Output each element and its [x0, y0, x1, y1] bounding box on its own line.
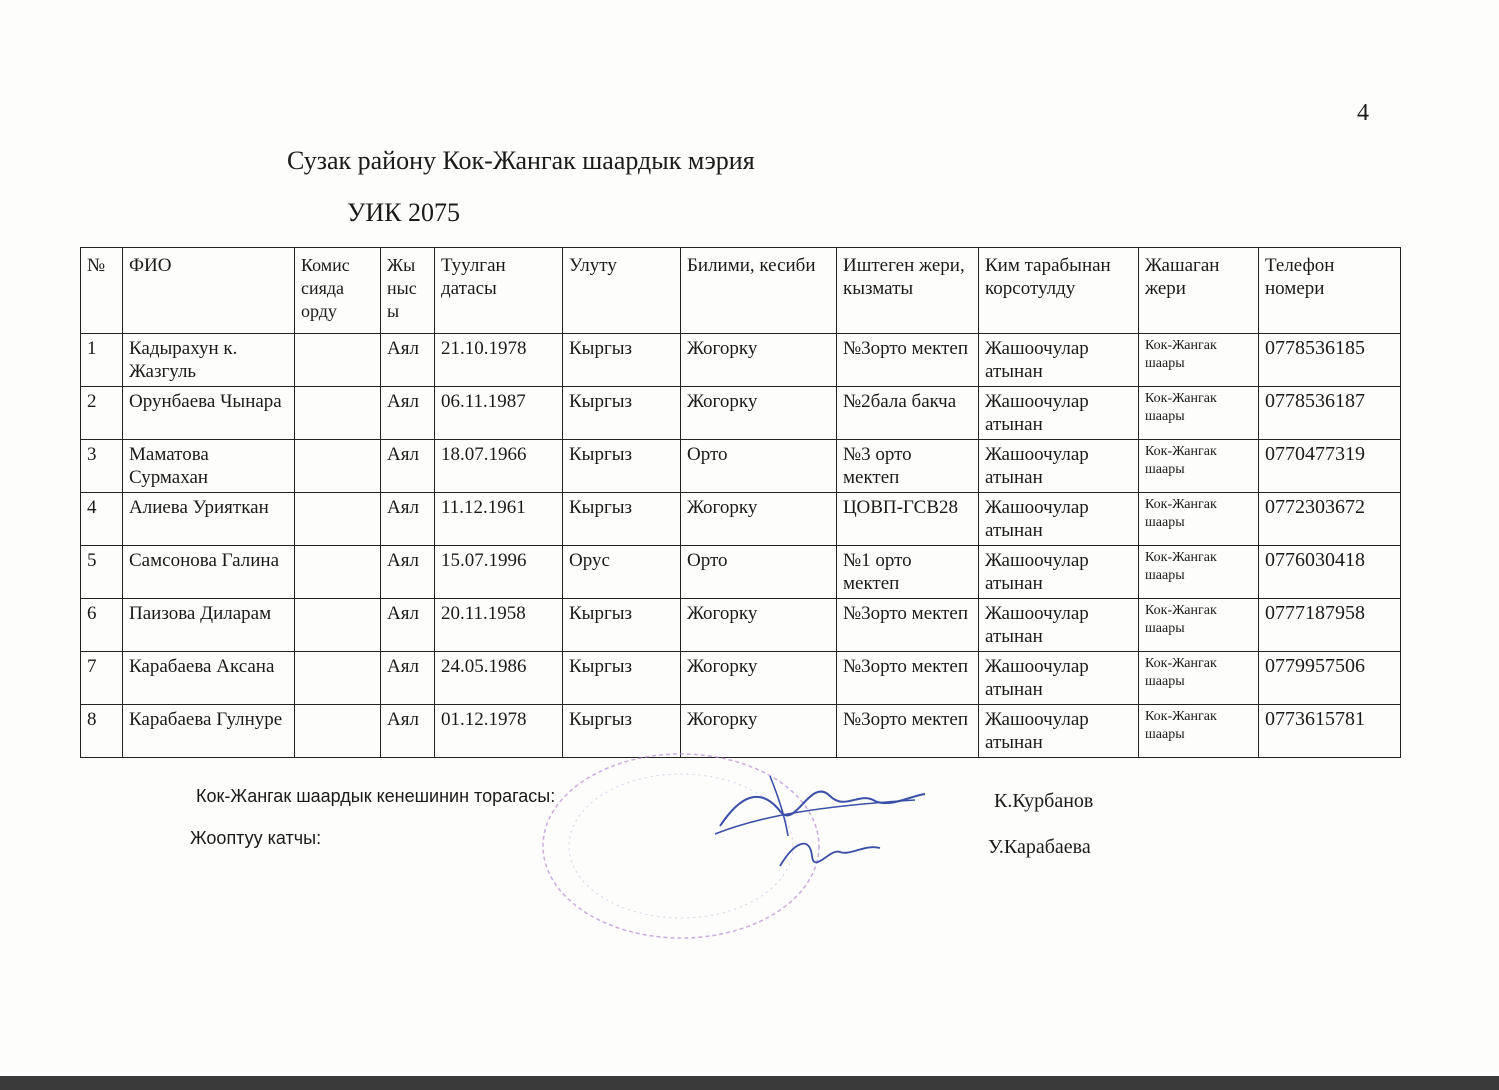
- row-education: Жогорку: [681, 705, 837, 758]
- row-birth-date: 20.11.1958: [435, 599, 563, 652]
- row-nationality: Орус: [563, 546, 681, 599]
- row-number: 3: [81, 440, 123, 493]
- row-gender: Аял: [381, 387, 435, 440]
- row-phone: 0770477319: [1259, 440, 1401, 493]
- scan-edge-bar: [0, 1076, 1499, 1090]
- row-education: Жогорку: [681, 334, 837, 387]
- header-nominated-by: Ким тарабынан корсотулду: [979, 248, 1139, 334]
- row-workplace: №2бала бакча: [837, 387, 979, 440]
- row-nationality: Кыргыз: [563, 599, 681, 652]
- row-nominated-by: Жашоочулар атынан: [979, 652, 1139, 705]
- row-residence: Кок-Жангак шаары: [1139, 652, 1259, 705]
- row-nationality: Кыргыз: [563, 652, 681, 705]
- row-phone: 0778536187: [1259, 387, 1401, 440]
- row-nationality: Кыргыз: [563, 440, 681, 493]
- roster-table: [80, 247, 1401, 758]
- table-row: [81, 599, 1401, 652]
- row-nominated-by: Жашоочулар атынан: [979, 705, 1139, 758]
- row-name: Кадырахун к. Жазгуль: [123, 334, 295, 387]
- header-workplace: Иштеген жери, кызматы: [837, 248, 979, 334]
- chair-label: Кок-Жангак шаардык кенешинин торагасы:: [196, 786, 556, 806]
- row-name: Алиева Урияткан: [123, 493, 295, 546]
- row-nominated-by: Жашоочулар атынан: [979, 599, 1139, 652]
- header-education: Билими, кесиби: [681, 248, 837, 334]
- row-name: Карабаева Аксана: [123, 652, 295, 705]
- row-number: 7: [81, 652, 123, 705]
- row-phone: 0777187958: [1259, 599, 1401, 652]
- row-birth-date: 24.05.1986: [435, 652, 563, 705]
- row-residence: Кок-Жангак шаары: [1139, 334, 1259, 387]
- row-education: Жогорку: [681, 599, 837, 652]
- table-row: [81, 652, 1401, 705]
- row-gender: Аял: [381, 652, 435, 705]
- header-number: №: [81, 248, 123, 334]
- row-residence: Кок-Жангак шаары: [1139, 440, 1259, 493]
- row-birth-date: 18.07.1966: [435, 440, 563, 493]
- row-number: 2: [81, 387, 123, 440]
- header-nationality: Улуту: [563, 248, 681, 334]
- row-workplace: №3орто мектеп: [837, 652, 979, 705]
- row-name: Маматова Сурмахан: [123, 440, 295, 493]
- table-row: [81, 440, 1401, 493]
- row-education: Орто: [681, 440, 837, 493]
- row-nominated-by: Жашоочулар атынан: [979, 493, 1139, 546]
- row-education: Жогорку: [681, 387, 837, 440]
- row-birth-date: 01.12.1978: [435, 705, 563, 758]
- header-phone: Телефон номери: [1259, 248, 1401, 334]
- row-name: Паизова Диларам: [123, 599, 295, 652]
- row-nominated-by: Жашоочулар атынан: [979, 334, 1139, 387]
- row-name: Орунбаева Чынара: [123, 387, 295, 440]
- row-gender: Аял: [381, 334, 435, 387]
- row-workplace: №1 орто мектеп: [837, 546, 979, 599]
- row-commission: [295, 440, 381, 493]
- row-number: 1: [81, 334, 123, 387]
- signature-icon: [700, 756, 940, 886]
- table-row: [81, 334, 1401, 387]
- row-workplace: №3орто мектеп: [837, 705, 979, 758]
- row-birth-date: 15.07.1996: [435, 546, 563, 599]
- table-row: [81, 546, 1401, 599]
- header-birth-date: Туулган датасы: [435, 248, 563, 334]
- row-nominated-by: Жашоочулар атынан: [979, 387, 1139, 440]
- row-commission: [295, 705, 381, 758]
- secretary-name: У.Карабаева: [988, 836, 1091, 858]
- row-gender: Аял: [381, 546, 435, 599]
- row-number: 8: [81, 705, 123, 758]
- row-nationality: Кыргыз: [563, 387, 681, 440]
- row-residence: Кок-Жангак шаары: [1139, 387, 1259, 440]
- row-education: Жогорку: [681, 652, 837, 705]
- row-phone: 0776030418: [1259, 546, 1401, 599]
- row-number: 4: [81, 493, 123, 546]
- chair-name: К.Курбанов: [994, 790, 1094, 812]
- row-phone: 0773615781: [1259, 705, 1401, 758]
- row-birth-date: 06.11.1987: [435, 387, 563, 440]
- row-birth-date: 21.10.1978: [435, 334, 563, 387]
- row-number: 6: [81, 599, 123, 652]
- row-workplace: №3орто мектеп: [837, 599, 979, 652]
- row-commission: [295, 599, 381, 652]
- row-phone: 0778536185: [1259, 334, 1401, 387]
- row-education: Орто: [681, 546, 837, 599]
- secretary-label: Жооптуу катчы:: [190, 828, 322, 848]
- row-residence: Кок-Жангак шаары: [1139, 599, 1259, 652]
- header-residence: Жашаган жери: [1139, 248, 1259, 334]
- row-number: 5: [81, 546, 123, 599]
- document-subtitle: УИК 2075: [347, 198, 461, 227]
- row-nationality: Кыргыз: [563, 705, 681, 758]
- row-name: Самсонова Галина: [123, 546, 295, 599]
- row-residence: Кок-Жангак шаары: [1139, 493, 1259, 546]
- row-gender: Аял: [381, 493, 435, 546]
- table-body: [81, 334, 1401, 758]
- row-workplace: №3орто мектеп: [837, 334, 979, 387]
- row-commission: [295, 546, 381, 599]
- row-residence: Кок-Жангак шаары: [1139, 546, 1259, 599]
- row-gender: Аял: [381, 440, 435, 493]
- roster-table-container: [80, 247, 1400, 758]
- table-row: [81, 493, 1401, 546]
- row-gender: Аял: [381, 599, 435, 652]
- header-gender: Жы ныс ы: [381, 248, 435, 334]
- row-birth-date: 11.12.1961: [435, 493, 563, 546]
- page-number: 4: [1357, 100, 1369, 126]
- row-commission: [295, 334, 381, 387]
- row-workplace: №3 орто мектеп: [837, 440, 979, 493]
- document-title: Сузак району Кок-Жангак шаардык мэрия: [287, 146, 755, 175]
- row-name: Карабаева Гулнуре: [123, 705, 295, 758]
- row-commission: [295, 652, 381, 705]
- row-workplace: ЦОВП-ГСВ28: [837, 493, 979, 546]
- header-name: ФИО: [123, 248, 295, 334]
- row-education: Жогорку: [681, 493, 837, 546]
- row-nominated-by: Жашоочулар атынан: [979, 440, 1139, 493]
- row-commission: [295, 493, 381, 546]
- table-row: [81, 387, 1401, 440]
- row-phone: 0772303672: [1259, 493, 1401, 546]
- row-residence: Кок-Жангак шаары: [1139, 705, 1259, 758]
- row-phone: 0779957506: [1259, 652, 1401, 705]
- row-commission: [295, 387, 381, 440]
- row-nationality: Кыргыз: [563, 493, 681, 546]
- header-commission: Комис сияда орду: [295, 248, 381, 334]
- row-gender: Аял: [381, 705, 435, 758]
- row-nominated-by: Жашоочулар атынан: [979, 546, 1139, 599]
- table-header-row: [81, 248, 1401, 334]
- row-nationality: Кыргыз: [563, 334, 681, 387]
